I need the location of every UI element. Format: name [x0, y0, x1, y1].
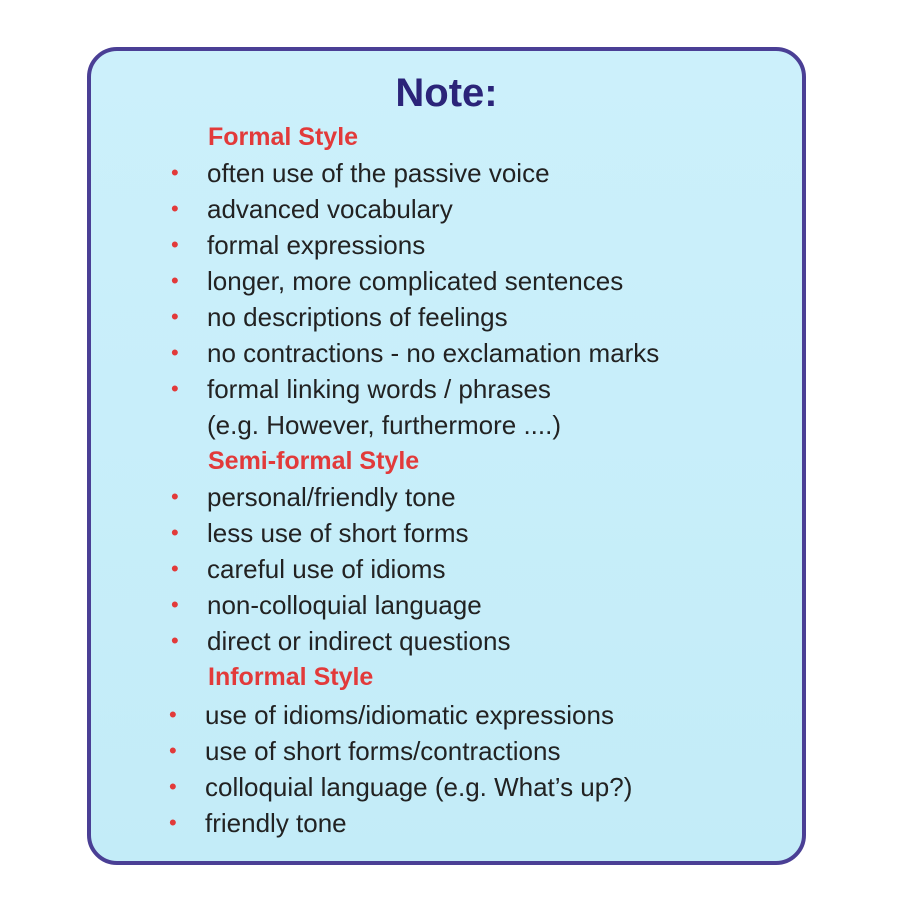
- formal-linking-examples: (e.g. However, furthermore ....): [207, 410, 562, 440]
- bullet-dot-icon: •: [171, 232, 179, 257]
- section-heading-semi-formal: Semi-formal Style: [208, 447, 420, 475]
- bullet-dot-icon: •: [171, 160, 179, 185]
- section-heading-informal: Informal Style: [208, 663, 374, 691]
- bullet-dot-icon: •: [171, 484, 179, 509]
- bullet-dot-icon: •: [171, 520, 179, 545]
- bullet-dot-icon: •: [171, 628, 179, 653]
- bullet-dot-icon: •: [171, 592, 179, 617]
- bullet-dot-icon: •: [169, 702, 177, 727]
- bullet-dot-icon: •: [169, 774, 177, 799]
- bullet-dot-icon: •: [171, 556, 179, 581]
- bullet-dot-icon: •: [169, 810, 177, 835]
- section-heading-formal: Formal Style: [208, 123, 359, 151]
- note-title: Note:: [395, 71, 498, 115]
- bullet-dot-icon: •: [171, 340, 179, 365]
- bullet-dot-icon: •: [169, 738, 177, 763]
- bullet-dot-icon: •: [171, 268, 179, 293]
- bullet-dot-icon: •: [171, 304, 179, 329]
- bullet-dot-icon: •: [171, 196, 179, 221]
- note-box: Note: Formal Style • often use of the passive voice • advanced vocabulary • formal expressions • longer, more complicated sentences • no descriptions of feelings • no contractions - no exclamation marks • formal linking words / phrases (e.g. However, furthermore ....) Semi-formal Style • personal/friendly tone • less use of short forms • careful use of idioms • non-colloquial language • direct or indirect questions Informal Style • use of idioms/idiomatic expressions • use of short forms/contractions • colloquial language (e.g. What’s up?) • friendly tone: [87, 47, 806, 865]
- bullet-dot-icon: •: [171, 376, 179, 401]
